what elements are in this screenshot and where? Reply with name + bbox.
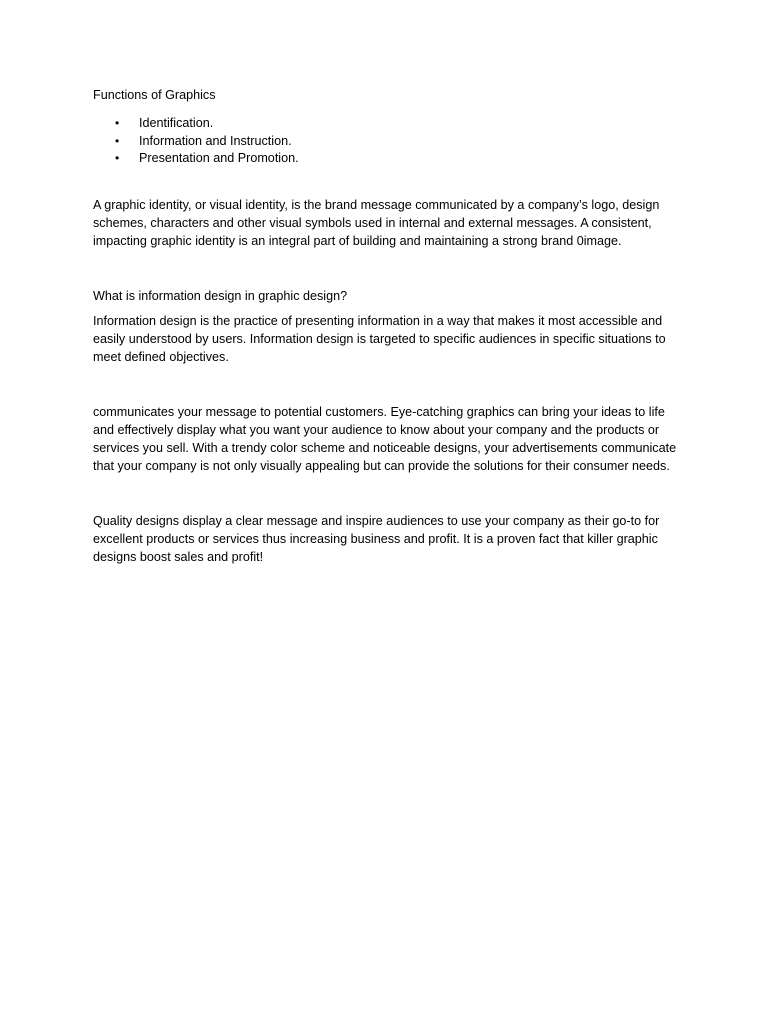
bullet-icon: • xyxy=(115,151,120,166)
list-item xyxy=(93,133,678,151)
paragraph-graphic-identity: A graphic identity, or visual identity, is the brand message communicated by a company’s logo, design schemes, characters and other visual symbols used in internal and external messages. A consistent, impacting graphic identity is an integral part of building and maintaining a strong brand 0image. xyxy=(93,197,660,248)
bullet-icon: • xyxy=(115,116,120,130)
paragraph-promotion: communicates your message to potential customers. Eye-catching graphics can bring your ideas to life and effectively display what you want your audience to know about your company and the products or services you sell. With a trendy color scheme and noticeable designs, your advertisements communicate that your company is not only visually appealing but can provide the solutions for their consumer needs. xyxy=(93,405,677,473)
list-item-label: Identification. xyxy=(139,116,214,130)
paragraph-information-design: Information design is the practice of presenting information in a way that makes it most accessible and easily understood by users. Information design is targeted to specific audiences in specific situations to meet defined objectives. xyxy=(93,314,666,365)
bullet-icon: • xyxy=(115,133,120,148)
question-information-design: What is information design in graphic design? xyxy=(93,288,348,303)
document-heading: Functions of Graphics xyxy=(93,88,216,102)
list-item-label: Presentation and Promotion. xyxy=(139,151,299,166)
list-item xyxy=(93,115,678,133)
document-page xyxy=(93,87,678,566)
functions-list xyxy=(93,115,678,168)
list-item xyxy=(93,150,678,168)
paragraph-quality-designs: Quality designs display a clear message and inspire audiences to use your company as their go-to for excellent products or services thus increasing business and profit. It is a proven fact that killer graphic designs boost sales and profit! xyxy=(93,513,660,564)
list-item-label: Information and Instruction. xyxy=(139,133,292,148)
